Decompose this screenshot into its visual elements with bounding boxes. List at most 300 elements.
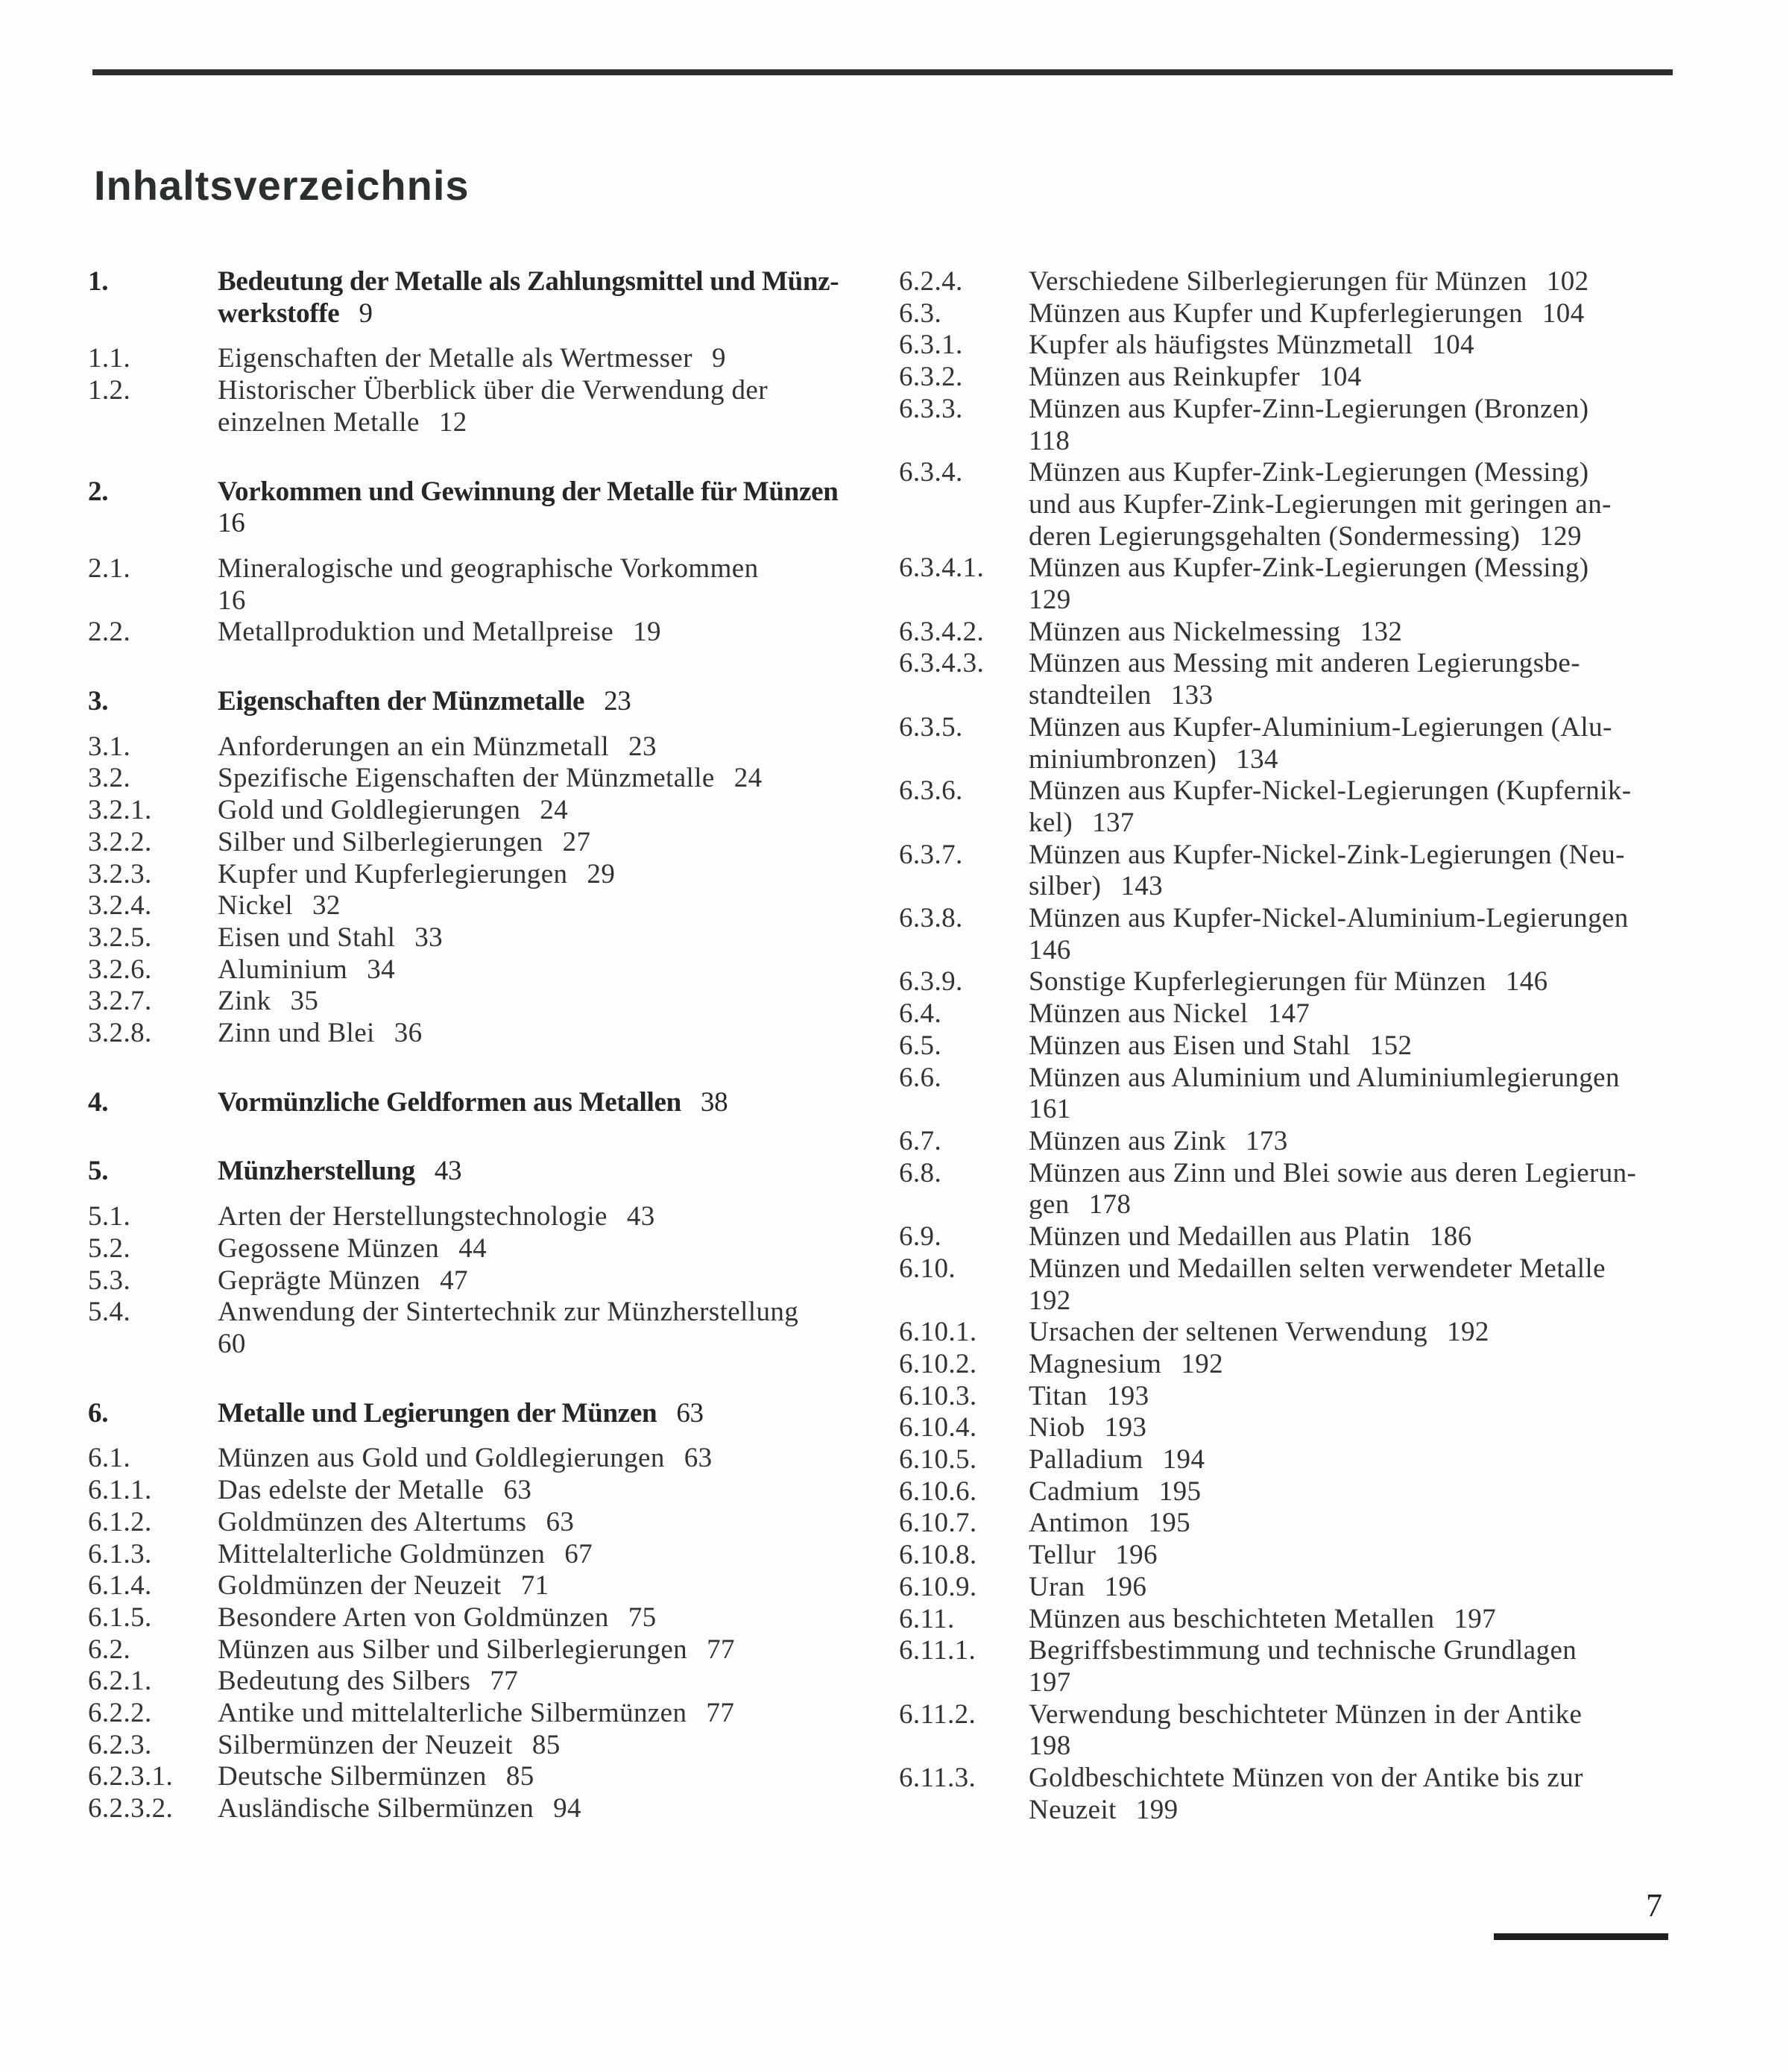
entry-page-number: 36 bbox=[394, 1018, 423, 1049]
entry-page-number: 34 bbox=[367, 954, 396, 985]
toc-entry bbox=[88, 1475, 839, 1507]
entry-title-line bbox=[218, 1793, 839, 1825]
entry-title bbox=[1029, 1572, 1636, 1604]
entry-number: 3.2.3. bbox=[88, 858, 152, 889]
entry-number: 3.2.8. bbox=[88, 1018, 152, 1049]
entry-number: 3.2. bbox=[88, 763, 131, 794]
toc-entry bbox=[88, 343, 839, 375]
entry-page-number: 104 bbox=[1319, 362, 1362, 393]
entry-page-number: 23 bbox=[604, 686, 631, 717]
entry-page-number: 132 bbox=[1360, 616, 1403, 647]
entry-number: 1.2. bbox=[88, 375, 131, 406]
entry-page-number: 192 bbox=[1029, 1285, 1071, 1316]
entry-page-number: 178 bbox=[1088, 1189, 1132, 1221]
entry-title-text: Eigenschaften der Münzmetalle bbox=[218, 686, 585, 717]
entry-title-line bbox=[218, 986, 839, 1018]
entry-title-text: Münzen aus Kupfer-Aluminium-Legierungen (Alu- bbox=[1029, 711, 1612, 743]
toc-entry bbox=[88, 1761, 839, 1793]
entry-title bbox=[218, 1507, 839, 1539]
entry-title-text: Aluminium bbox=[218, 954, 348, 985]
entry-title-line bbox=[1029, 1158, 1636, 1190]
entry-page-number: 104 bbox=[1432, 330, 1474, 361]
toc-entry bbox=[899, 552, 1636, 616]
toc-entry bbox=[899, 1062, 1636, 1126]
entry-title bbox=[218, 1666, 839, 1698]
entry-title-line bbox=[1029, 935, 1636, 967]
entry-title bbox=[1029, 775, 1636, 839]
toc-entry bbox=[899, 1699, 1636, 1763]
entry-title bbox=[218, 1443, 839, 1475]
entry-title-text: Goldbeschichtete Münzen von der Antike bis zur bbox=[1029, 1763, 1583, 1794]
entry-number: 6.3. bbox=[899, 297, 942, 329]
entry-title-line bbox=[1029, 394, 1636, 426]
entry-page-number: 60 bbox=[218, 1328, 246, 1359]
entry-page-number: 143 bbox=[1120, 871, 1164, 902]
entry-title-line bbox=[1029, 712, 1636, 744]
entry-title bbox=[218, 1156, 839, 1188]
entry-page-number: 193 bbox=[1106, 1380, 1149, 1411]
entry-title-text: Münzen und Medaillen aus Platin bbox=[1029, 1221, 1410, 1253]
toc-entry bbox=[899, 1476, 1636, 1508]
entry-number: 6.1.4. bbox=[88, 1570, 152, 1602]
entry-number: 6.3.8. bbox=[899, 903, 963, 934]
entry-title bbox=[218, 986, 839, 1018]
entry-title-line bbox=[218, 1329, 839, 1361]
toc-entry bbox=[899, 266, 1636, 298]
entry-title bbox=[1029, 552, 1636, 616]
entry-title-line bbox=[218, 343, 839, 375]
entry-page-number: 195 bbox=[1148, 1508, 1191, 1539]
toc-entry bbox=[88, 1602, 839, 1634]
entry-title-text: und aus Kupfer-Zink-Legierungen mit geringen an- bbox=[1029, 488, 1612, 520]
entry-title-line bbox=[218, 1698, 839, 1730]
entry-page-number: 198 bbox=[1029, 1731, 1071, 1762]
toc-entry bbox=[88, 986, 839, 1018]
entry-page-number: 173 bbox=[1245, 1125, 1288, 1156]
entry-title-text: Arten der Herstellungstechnologie bbox=[218, 1201, 608, 1232]
entry-number: 6.11.1. bbox=[899, 1635, 976, 1666]
entry-title-text: miniumbronzen) bbox=[1029, 743, 1217, 775]
entry-title-line bbox=[218, 1539, 839, 1571]
toc-entry bbox=[899, 648, 1636, 711]
entry-title bbox=[218, 1570, 839, 1602]
entry-title-text: Bedeutung des Silbers bbox=[218, 1666, 471, 1697]
entry-title-line bbox=[218, 1730, 839, 1762]
entry-title-line bbox=[1029, 903, 1636, 935]
entry-title-text: Begriffsbestimmung und technische Grundlagen bbox=[1029, 1635, 1577, 1666]
entry-title-line bbox=[218, 1201, 839, 1233]
entry-title-line bbox=[218, 795, 839, 827]
toc-entry bbox=[88, 827, 839, 859]
page-number: 7 bbox=[1646, 1887, 1662, 1924]
entry-title-text: Antimon bbox=[1029, 1508, 1129, 1539]
entry-page-number: 102 bbox=[1546, 266, 1589, 297]
entry-title-text: Münzen aus Nickelmessing bbox=[1029, 616, 1341, 647]
entry-title bbox=[1029, 1540, 1636, 1572]
entry-page-number: 137 bbox=[1092, 807, 1135, 838]
toc-entry bbox=[899, 1253, 1636, 1317]
entry-number: 6.2.3.2. bbox=[88, 1793, 174, 1824]
entry-page-number: 129 bbox=[1539, 520, 1582, 552]
entry-number: 3.2.5. bbox=[88, 922, 152, 953]
entry-title bbox=[1029, 1030, 1636, 1062]
entry-title bbox=[1029, 1381, 1636, 1413]
entry-title bbox=[1029, 712, 1636, 775]
entry-title bbox=[218, 1698, 839, 1730]
entry-title-line bbox=[1029, 1094, 1636, 1126]
entry-title bbox=[218, 1793, 839, 1825]
entry-number: 6.11. bbox=[899, 1603, 955, 1634]
entry-title-line bbox=[1029, 1253, 1636, 1285]
entry-title-text: Münzen aus Nickel bbox=[1029, 998, 1249, 1030]
entry-title-text: Vorkommen und Gewinnung der Metalle für Münzen bbox=[218, 476, 839, 507]
entry-title-text: Münzen aus Silber und Silberlegierungen bbox=[218, 1634, 688, 1665]
entry-number: 6.8. bbox=[899, 1157, 942, 1188]
toc-entry bbox=[899, 617, 1636, 649]
entry-title-text: Eigenschaften der Metalle als Wertmesser bbox=[218, 343, 692, 374]
toc-right-column bbox=[899, 266, 1636, 1826]
entry-number: 3.2.2. bbox=[88, 826, 152, 857]
entry-title-line bbox=[218, 1507, 839, 1539]
entry-title bbox=[218, 375, 839, 438]
entry-number: 6.3.5. bbox=[899, 711, 963, 743]
entry-number: 6.7. bbox=[899, 1125, 942, 1156]
entry-title-text: Mittelalterliche Goldmünzen bbox=[218, 1538, 546, 1569]
entry-number: 6.10.6. bbox=[899, 1476, 977, 1507]
entry-page-number: 197 bbox=[1454, 1603, 1497, 1634]
entry-page-number: 12 bbox=[438, 406, 467, 438]
entry-number: 3.2.6. bbox=[88, 954, 152, 985]
entry-title-text: Magnesium bbox=[1029, 1348, 1162, 1379]
toc-entry bbox=[899, 298, 1636, 330]
toc-entry bbox=[899, 1412, 1636, 1444]
entry-title-text: Münzen aus Kupfer-Nickel-Legierungen (Kupfernik- bbox=[1029, 775, 1632, 807]
entry-title-line bbox=[218, 1570, 839, 1602]
entry-number: 6.2.3.1. bbox=[88, 1761, 174, 1792]
entry-title-text: Gold und Goldlegierungen bbox=[218, 795, 521, 826]
entry-page-number: 129 bbox=[1029, 585, 1071, 616]
entry-title-text: Verwendung beschichteter Münzen in der Antike bbox=[1029, 1698, 1583, 1730]
entry-number: 5.2. bbox=[88, 1232, 131, 1264]
entry-title-line bbox=[218, 827, 839, 859]
entry-title-text: Palladium bbox=[1029, 1444, 1143, 1476]
entry-title-text: Vormünzliche Geldformen aus Metallen bbox=[218, 1086, 681, 1118]
entry-title-text: Neuzeit bbox=[1029, 1794, 1117, 1825]
entry-page-number: 75 bbox=[628, 1602, 657, 1633]
entry-title bbox=[218, 476, 839, 540]
entry-title-text: Goldmünzen der Neuzeit bbox=[218, 1570, 502, 1602]
entry-title-text: Cadmium bbox=[1029, 1476, 1140, 1507]
entry-title bbox=[218, 686, 839, 718]
entry-title-line bbox=[1029, 1763, 1636, 1795]
entry-title-line bbox=[218, 954, 839, 986]
entry-number: 6.3.4.1. bbox=[899, 552, 985, 584]
entry-title-text: Münzen aus Zink bbox=[1029, 1125, 1226, 1156]
entry-number: 6.2.1. bbox=[88, 1666, 152, 1697]
entry-title-text: Historischer Überblick über die Verwendung der bbox=[218, 375, 768, 406]
entry-title bbox=[218, 1297, 839, 1360]
entry-title-text: Tellur bbox=[1029, 1540, 1097, 1571]
entry-title-text: gen bbox=[1029, 1189, 1070, 1221]
toc-entry bbox=[899, 1349, 1636, 1381]
entry-title-text: Uran bbox=[1029, 1571, 1085, 1602]
entry-title bbox=[1029, 1699, 1636, 1763]
entry-title-line bbox=[1029, 457, 1636, 489]
entry-title-line bbox=[1029, 1189, 1636, 1221]
entry-number: 6.10.7. bbox=[899, 1508, 977, 1539]
toc-entry bbox=[88, 553, 839, 617]
entry-title-text: Münzherstellung bbox=[218, 1156, 415, 1187]
entry-number: 1. bbox=[88, 266, 109, 297]
entry-page-number: 71 bbox=[520, 1570, 549, 1602]
entry-title-text: silber) bbox=[1029, 871, 1102, 902]
toc-chapter-entry bbox=[88, 686, 839, 718]
toc-entry bbox=[899, 1604, 1636, 1636]
entry-title-text: Silbermünzen der Neuzeit bbox=[218, 1729, 513, 1760]
entry-number: 6.3.3. bbox=[899, 393, 963, 424]
entry-title-text: Münzen aus Messing mit anderen Legierungsbe- bbox=[1029, 648, 1580, 679]
entry-title bbox=[1029, 1763, 1636, 1826]
entry-title-line bbox=[1029, 552, 1636, 585]
entry-title-line bbox=[1029, 744, 1636, 776]
entry-title bbox=[1029, 1349, 1636, 1381]
entry-page-number: 194 bbox=[1162, 1444, 1205, 1476]
toc-entry bbox=[899, 1158, 1636, 1221]
entry-title bbox=[1029, 362, 1636, 394]
entry-number: 6.1.5. bbox=[88, 1602, 152, 1633]
entry-page-number: 161 bbox=[1029, 1094, 1071, 1125]
entry-title-line bbox=[1029, 1604, 1636, 1636]
entry-title-text: Zink bbox=[218, 986, 271, 1017]
entry-title-line bbox=[218, 407, 839, 439]
toc-entry bbox=[899, 394, 1636, 457]
entry-title-line bbox=[218, 763, 839, 795]
toc-entry bbox=[88, 763, 839, 795]
entry-title bbox=[1029, 1062, 1636, 1126]
toc-entry bbox=[88, 1570, 839, 1602]
entry-title-line bbox=[1029, 1126, 1636, 1158]
toc-chapter-entry bbox=[88, 266, 839, 330]
entry-title bbox=[218, 553, 839, 617]
entry-title bbox=[218, 1087, 839, 1119]
entry-number: 3. bbox=[88, 686, 109, 717]
entry-page-number: 43 bbox=[434, 1156, 462, 1187]
entry-title-line bbox=[218, 1443, 839, 1475]
entry-page-number: 147 bbox=[1267, 998, 1310, 1030]
entry-number: 2. bbox=[88, 476, 109, 507]
toc-entry bbox=[88, 617, 839, 649]
entry-title-text: Münzen aus Kupfer-Nickel-Aluminium-Legierungen bbox=[1029, 903, 1629, 934]
entry-title-line bbox=[218, 266, 839, 298]
entry-title-line bbox=[218, 686, 839, 718]
top-rule bbox=[92, 69, 1673, 75]
toc-entry bbox=[88, 1698, 839, 1730]
entry-page-number: 196 bbox=[1104, 1571, 1147, 1602]
entry-number: 6.2. bbox=[88, 1634, 131, 1665]
toc-entry bbox=[899, 362, 1636, 394]
toc-entry bbox=[899, 840, 1636, 903]
entry-page-number: 16 bbox=[218, 508, 245, 539]
entry-title bbox=[218, 1539, 839, 1571]
entry-page-number: 19 bbox=[633, 617, 661, 648]
entry-title-text: Geprägte Münzen bbox=[218, 1265, 421, 1296]
entry-title bbox=[218, 827, 839, 859]
toc-chapter-entry bbox=[88, 476, 839, 540]
entry-title-line bbox=[218, 1233, 839, 1265]
entry-title bbox=[1029, 840, 1636, 903]
entry-number: 5.3. bbox=[88, 1265, 131, 1296]
entry-title-line bbox=[218, 922, 839, 954]
toc-entry bbox=[899, 712, 1636, 775]
entry-page-number: 27 bbox=[562, 826, 591, 857]
entry-number: 6.9. bbox=[899, 1221, 942, 1253]
entry-title-text: Titan bbox=[1029, 1380, 1088, 1411]
entry-title-text: standteilen bbox=[1029, 680, 1152, 711]
entry-title-line bbox=[1029, 1540, 1636, 1572]
entry-page-number: 24 bbox=[733, 763, 763, 794]
toc-entry bbox=[88, 859, 839, 891]
entry-page-number: 47 bbox=[440, 1265, 468, 1296]
entry-title bbox=[1029, 1635, 1636, 1698]
entry-title bbox=[218, 731, 839, 763]
entry-page-number: 85 bbox=[531, 1729, 561, 1760]
entry-page-number: 77 bbox=[706, 1698, 735, 1729]
toc-entry bbox=[899, 1444, 1636, 1476]
entry-number: 6.1. bbox=[88, 1443, 131, 1474]
entry-title-line bbox=[218, 1156, 839, 1188]
entry-title-text: Verschiedene Silberlegierungen für Münzen bbox=[1029, 266, 1527, 297]
entry-title-line bbox=[218, 617, 839, 649]
entry-title-text: Münzen aus Kupfer und Kupferlegierungen bbox=[1029, 297, 1523, 329]
toc-entry bbox=[88, 922, 839, 954]
entry-title bbox=[1029, 266, 1636, 298]
entry-number: 6.11.3. bbox=[899, 1763, 976, 1794]
entry-title bbox=[1029, 617, 1636, 649]
entry-number: 6.6. bbox=[899, 1062, 942, 1093]
entry-title-text: Münzen aus Gold und Goldlegierungen bbox=[218, 1443, 665, 1474]
toc-entry bbox=[88, 1265, 839, 1297]
entry-number: 6.4. bbox=[899, 998, 942, 1030]
entry-title-line bbox=[1029, 1062, 1636, 1095]
entry-title bbox=[218, 922, 839, 954]
entry-page-number: 133 bbox=[1170, 680, 1214, 711]
toc-entry bbox=[899, 1030, 1636, 1062]
entry-title bbox=[218, 1475, 839, 1507]
entry-title-text: Münzen aus Kupfer-Nickel-Zink-Legierungen (Neu- bbox=[1029, 839, 1625, 870]
entry-title-line bbox=[1029, 680, 1636, 712]
entry-number: 2.1. bbox=[88, 552, 131, 584]
entry-title-line bbox=[1029, 1030, 1636, 1062]
entry-number: 5.4. bbox=[88, 1297, 131, 1328]
entry-title-line bbox=[1029, 1731, 1636, 1763]
entry-title-text: Goldmünzen des Altertums bbox=[218, 1506, 527, 1537]
entry-title-text: Gegossene Münzen bbox=[218, 1232, 440, 1264]
toc-chapter-entry bbox=[88, 1398, 839, 1430]
entry-title-line bbox=[218, 476, 839, 508]
entry-title-line bbox=[1029, 489, 1636, 521]
entry-title bbox=[218, 954, 839, 986]
entry-title bbox=[218, 1761, 839, 1793]
toc-entry bbox=[88, 731, 839, 763]
entry-number: 6.2.2. bbox=[88, 1698, 152, 1729]
entry-title-line bbox=[218, 508, 839, 540]
entry-number: 4. bbox=[88, 1086, 109, 1118]
entry-number: 6.10.9. bbox=[899, 1571, 977, 1602]
entry-title-text: Münzen und Medaillen selten verwendeter Metalle bbox=[1029, 1253, 1606, 1284]
entry-number: 6.10.8. bbox=[899, 1540, 977, 1571]
entry-title bbox=[218, 1634, 839, 1666]
entry-title-line bbox=[218, 1475, 839, 1507]
entry-title-text: Metalle und Legierungen der Münzen bbox=[218, 1397, 657, 1429]
entry-title-line bbox=[1029, 807, 1636, 840]
entry-number: 6.10.1. bbox=[899, 1317, 977, 1348]
entry-title-text: deren Legierungsgehalten (Sondermessing) bbox=[1029, 520, 1521, 552]
toc-entry bbox=[899, 1540, 1636, 1572]
entry-number: 6.3.1. bbox=[899, 330, 963, 361]
entry-title-line bbox=[1029, 1381, 1636, 1413]
entry-page-number: 16 bbox=[218, 585, 246, 616]
entry-title-text: Deutsche Silbermünzen bbox=[218, 1761, 487, 1792]
entry-title bbox=[218, 795, 839, 827]
toc-entry bbox=[899, 1381, 1636, 1413]
entry-number: 3.2.1. bbox=[88, 795, 152, 826]
entry-title bbox=[1029, 1444, 1636, 1476]
entry-title bbox=[218, 890, 839, 922]
entry-number: 3.2.7. bbox=[88, 986, 152, 1017]
entry-title-text: werkstoffe bbox=[218, 297, 340, 329]
entry-page-number: 43 bbox=[626, 1201, 655, 1232]
entry-title-line bbox=[1029, 840, 1636, 872]
entry-title-line bbox=[218, 1018, 839, 1050]
entry-number: 1.1. bbox=[88, 343, 131, 374]
entry-title-line bbox=[1029, 1508, 1636, 1540]
entry-title-text: kel) bbox=[1029, 807, 1073, 838]
entry-title-text: Münzen aus Kupfer-Zink-Legierungen (Messing) bbox=[1029, 552, 1589, 584]
entry-title bbox=[218, 266, 839, 330]
entry-page-number: 24 bbox=[540, 795, 569, 826]
entry-title-text: Münzen aus Zinn und Blei sowie aus deren Legierun- bbox=[1029, 1157, 1637, 1188]
entry-title bbox=[218, 1233, 839, 1265]
entry-page-number: 35 bbox=[290, 986, 319, 1017]
entry-number: 6.3.9. bbox=[899, 966, 963, 998]
entry-page-number: 23 bbox=[628, 731, 657, 762]
entry-title-text: Das edelste der Metalle bbox=[218, 1475, 485, 1506]
toc-entry bbox=[88, 1634, 839, 1666]
entry-number: 6.3.4.3. bbox=[899, 648, 985, 679]
entry-title-text: Mineralogische und geographische Vorkommen bbox=[218, 552, 759, 584]
entry-title-text: Bedeutung der Metalle als Zahlungsmittel und Münz- bbox=[218, 266, 839, 297]
entry-title-line bbox=[1029, 266, 1636, 298]
toc-entry bbox=[88, 1539, 839, 1571]
page-title: Inhaltsverzeichnis bbox=[94, 161, 470, 209]
entry-title-line bbox=[1029, 1285, 1636, 1317]
toc-entry bbox=[88, 1201, 839, 1233]
entry-title-text: Besondere Arten von Goldmünzen bbox=[218, 1602, 609, 1633]
entry-title-text: Ausländische Silbermünzen bbox=[218, 1793, 534, 1824]
entry-title-line bbox=[1029, 1635, 1636, 1667]
entry-title bbox=[218, 1602, 839, 1634]
entry-title-line bbox=[218, 1265, 839, 1297]
entry-page-number: 77 bbox=[490, 1666, 519, 1697]
toc-entry bbox=[899, 330, 1636, 362]
entry-number: 6.10.3. bbox=[899, 1380, 977, 1411]
entry-title bbox=[1029, 966, 1636, 998]
entry-title bbox=[218, 617, 839, 649]
toc-entry bbox=[88, 1443, 839, 1475]
entry-title-line bbox=[1029, 426, 1636, 458]
entry-page-number: 38 bbox=[700, 1086, 728, 1118]
entry-number: 5. bbox=[88, 1156, 109, 1187]
